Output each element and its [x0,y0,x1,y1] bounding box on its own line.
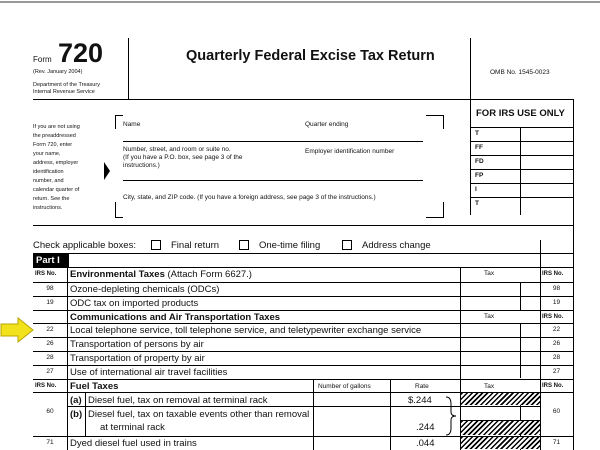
hatched-cell [461,421,540,435]
irs-box-rule [470,197,573,198]
tax-cell-rule [460,420,540,421]
sub-letter: (a) [70,395,82,406]
hatched-cell [461,393,540,405]
rate-column-line [390,379,391,450]
irs-number: 27 [46,368,54,375]
gallons-column-line [313,379,314,450]
irs-number-right: 19 [552,299,561,306]
bracket-top-left [115,115,123,129]
bracket-bottom-left [115,202,123,218]
final-return-label: Final return [171,240,220,251]
rate-value: .244 [416,422,435,433]
instruction-line: your name, [33,151,61,157]
row-description: Local telephone service, toll telephone service, and teletypewriter exchange service [70,325,422,336]
row-description: Diesel fuel, tax on removal at terminal rack [88,395,268,406]
hatched-cell [461,437,540,449]
gallons-header: Number of gallons [318,383,371,390]
environmental-note: (Attach Form 6627.) [167,269,252,280]
header-divider-left [128,38,129,99]
instruction-line: return. See the [33,196,70,202]
bracket-top-right [426,115,444,129]
irs-number-right: 60 [552,408,561,415]
one-time-filing-checkbox[interactable] [239,240,249,250]
street-note-1: (If you have a P.O. box, see page 3 of the [123,154,243,161]
pointer-triangle-icon [104,162,110,180]
irs-code: I [475,186,477,193]
environmental-title: Environmental Taxes [70,269,165,280]
row-rule [33,337,573,338]
service-line: Internal Revenue Service [33,89,95,95]
city-label: City, state, and ZIP code. (If you have a foreign address, see page 3 of the instructions.) [123,194,376,201]
final-return-checkbox[interactable] [151,240,161,250]
instruction-line: instructions. [33,205,63,211]
check-boxes-label: Check applicable boxes: [33,240,136,251]
row-description: Use of international air travel facilities [70,367,228,378]
yellow-arrow-icon [0,317,34,343]
sub-letter-line [85,392,86,436]
irs-code: FF [475,144,483,151]
row-rule [33,379,573,380]
row-rule [33,351,573,352]
row-rule [33,323,573,324]
one-time-filing-label: One-time filing [259,240,321,251]
address-change-checkbox[interactable] [342,240,352,250]
row-description: Diesel fuel, tax on taxable events other than removal [88,409,310,420]
row-rule [33,267,573,268]
row-description: ODC tax on imported products [70,298,199,309]
irs-code: FD [475,158,484,165]
irs-code: T [475,130,479,137]
header-rule [33,99,573,100]
irs-no-header: IRS No. [35,383,57,389]
form-title: Quarterly Federal Excise Tax Return [186,48,435,64]
irs-box-rule [470,169,573,170]
irs-number-right: 27 [552,368,561,375]
irs-number: 60 [46,408,54,415]
irs-no-header-right: IRS No. [542,271,564,277]
rate-header: Rate [415,383,429,390]
address-change-label: Address change [362,240,431,251]
row-description: Dyed diesel fuel used in trains [70,438,197,449]
irs-number: 19 [46,299,54,306]
brace-icon [445,396,459,436]
row-rule [33,365,573,366]
tax-header: Tax [484,383,495,390]
irs-number-right: 28 [552,354,561,361]
instruction-line: Form 720, enter [33,142,73,148]
tax-header: Tax [484,313,495,320]
irs-box-rule [470,127,573,128]
street-field-line[interactable] [123,180,423,181]
irs-number: 28 [46,354,54,361]
instruction-line: identification [33,169,64,175]
fuel-heading: Fuel Taxes [70,381,119,392]
irs-no-column-line [67,267,68,450]
irs-number-right: 98 [552,285,561,292]
irs-no-header: IRS No. [35,271,57,277]
street-note-2: instructions.) [123,162,160,169]
form-number: 720 [58,38,104,68]
irs-number: 71 [46,439,54,446]
irs-box-rule [470,183,573,184]
address-section-rule [33,225,573,226]
irs-use-title: FOR IRS USE ONLY [476,108,565,119]
right-border [573,99,574,450]
tax-cell-rule [460,406,540,407]
row-description: Transportation of property by air [70,353,205,364]
ein-label: Employer identification number [305,148,395,155]
row-description: Transportation of persons by air [70,339,204,350]
instruction-line: If you are not using [33,124,80,130]
irs-number-right: 22 [552,326,561,333]
irs-no-header-right: IRS No. [542,383,564,389]
instruction-line: calendar quarter of [33,187,80,193]
irs-box-rule [470,141,573,142]
part-label: Part I [36,255,60,266]
irs-number: 22 [46,326,54,333]
irs-code: FP [475,172,484,179]
sub-row-rule [67,406,460,407]
rate-value: .044 [416,438,435,449]
part-label-box [33,254,69,267]
bracket-bottom-right [426,202,444,218]
department-line: Department of the Treasury [33,82,100,88]
page-top-border [0,1,600,3]
name-field-line[interactable] [123,141,423,142]
header-divider-right [470,38,471,99]
row-rule [33,253,573,254]
instruction-line: the preaddressed [33,133,76,139]
row-rule [33,296,573,297]
environmental-heading [70,270,252,280]
irs-number-right: 71 [552,439,561,446]
irs-no-header-right: IRS No. [542,314,564,320]
instruction-line: number, and [33,178,64,184]
instruction-line: address, employer [33,160,79,166]
sub-letter: (b) [70,409,83,420]
irs-number-right: 26 [552,340,561,347]
row-description: Ozone-depleting chemicals (ODCs) [70,284,220,295]
rate-value: $.244 [408,395,432,406]
row-rule [33,310,573,311]
tax-header: Tax [484,270,495,277]
omb-number: OMB No. 1545-0023 [490,69,550,76]
row-rule [33,282,573,283]
irs-box-rule [470,155,573,156]
quarter-ending-label: Quarter ending [305,121,349,128]
form-revision: (Rev. January 2004) [33,69,83,75]
name-label: Name [123,121,141,128]
communications-heading: Communications and Air Transportation Taxes [70,312,281,323]
irs-number: 26 [46,340,54,347]
row-description-cont: at terminal rack [100,422,165,433]
irs-code: T [475,200,479,207]
form-word: Form [33,55,52,64]
street-label: Number, street, and room or suite no. [123,146,231,153]
irs-number: 98 [46,285,54,292]
